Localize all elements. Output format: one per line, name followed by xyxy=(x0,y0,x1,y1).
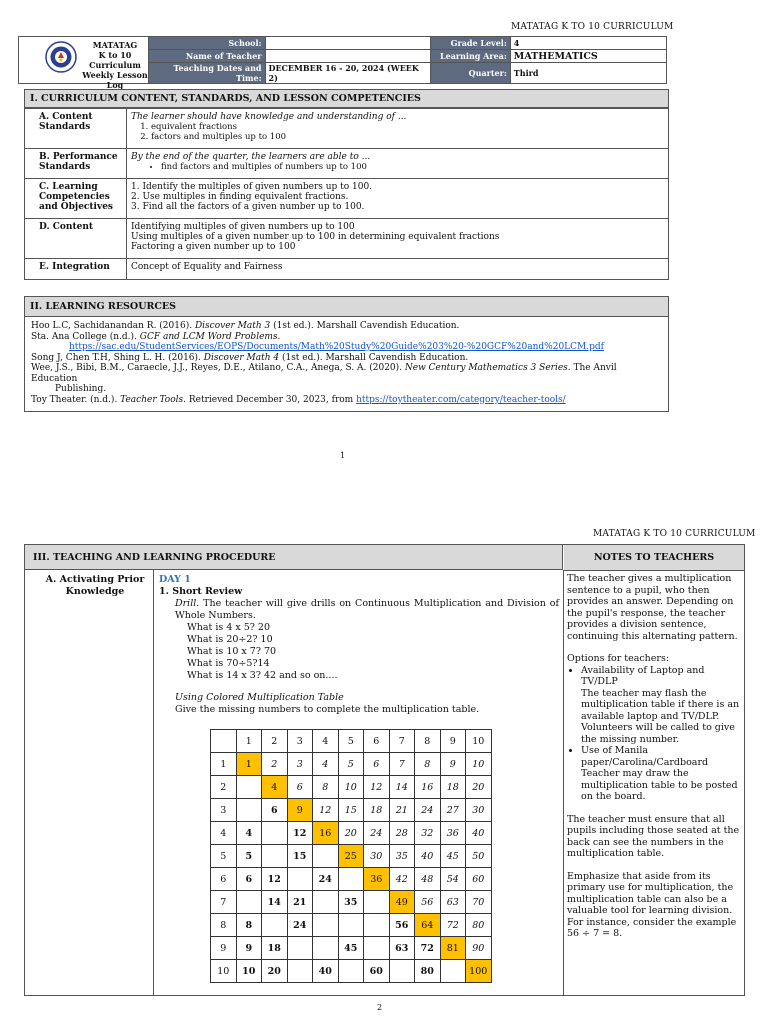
table-cell: 60 xyxy=(466,868,492,891)
resource-item: Hoo L.C, Sachidanandan R. (2016). Discover Math 3 (1st ed.). Marshall Cavendish Education. xyxy=(31,321,460,331)
content-standards-row xyxy=(25,108,668,148)
table-cell: 90 xyxy=(466,937,492,960)
content-label: D. Content xyxy=(25,219,127,258)
notes-paragraph: Emphasize that aside from its primary use for multiplication, the multiplication table can also be a valuable tool for learning division. For instance, consider the example 56 ÷ 7 = 8. xyxy=(567,870,737,939)
resource-item-cont: Publishing. xyxy=(55,384,107,394)
table-cell: 10 xyxy=(466,753,492,776)
table-cell: 1 xyxy=(236,753,262,776)
multiplication-table xyxy=(210,729,492,983)
table-row xyxy=(211,937,492,960)
content-item: Using multiples of a given number up to 100 in determining equivalent fractions xyxy=(131,232,500,242)
logo-line-2: K to 10 Curriculum xyxy=(89,50,141,70)
table-cell[interactable] xyxy=(313,937,339,960)
row-header-cell: 6 xyxy=(211,868,237,891)
notes-to-teachers xyxy=(567,573,743,951)
table-cell[interactable] xyxy=(287,937,313,960)
table-cell[interactable] xyxy=(364,891,390,914)
notes-paragraph: The teacher gives a multiplication sentence to a pupil, who then provides an answer. Depending on the pupil's response, the teacher provides a division sentence, continuing this alternating pattern. xyxy=(567,573,738,642)
table-cell: 48 xyxy=(415,868,441,891)
drill-item: What is 4 x 5? 20 xyxy=(187,622,271,633)
resource-item: Toy Theater. (n.d.). Teacher Tools. Retrieved December 30, 2023, from https://toytheater.com/category/teacher-tools/ xyxy=(31,394,566,405)
table-header-cell: 10 xyxy=(466,730,492,753)
page2-header: MATATAG K TO 10 CURRICULUM xyxy=(593,529,756,539)
table-row xyxy=(211,845,492,868)
content-standard-item: 2. factors and multiples up to 100 xyxy=(151,132,664,142)
deped-seal-icon xyxy=(45,41,77,73)
curriculum-section xyxy=(24,89,669,280)
table-cell: 24 xyxy=(287,914,313,937)
table-row xyxy=(211,960,492,983)
row-header-cell: 2 xyxy=(211,776,237,799)
table-cell: 72 xyxy=(440,914,466,937)
quarter-value: Third xyxy=(510,63,666,84)
table-header-cell: 8 xyxy=(415,730,441,753)
row-header-cell: 3 xyxy=(211,799,237,822)
notes-option-item: • Availability of Laptop and TV/DLP The teacher may flash the multiplication table if there is an available laptop and TV/DLP. Volunteers will be called to give the missing number. xyxy=(581,665,743,746)
table-cell: 32 xyxy=(415,822,441,845)
competencies-row xyxy=(25,178,668,218)
dates-value: DECEMBER 16 - 20, 2024 (WEEK 2) xyxy=(265,63,431,84)
resource-link[interactable]: https://toytheater.com/category/teacher-tools/ xyxy=(356,394,566,405)
row-header-cell: 1 xyxy=(211,753,237,776)
page-number-2: 2 xyxy=(377,1003,383,1012)
table-cell: 7 xyxy=(389,753,415,776)
notes-option-item: • Use of Manila paper/Carolina/Cardboard Teacher may draw the multiplication table to be posted on the board. xyxy=(581,745,743,803)
resource-item: Sta. Ana College (n.d.). GCF and LCM Word Problems. xyxy=(31,331,281,342)
area-value: MATHEMATICS xyxy=(510,50,666,63)
table-cell: 40 xyxy=(415,845,441,868)
table-cell: 49 xyxy=(389,891,415,914)
content-standards-intro: The learner should have knowledge and understanding of ... xyxy=(131,112,407,122)
table-cell: 64 xyxy=(415,914,441,937)
table-cell: 20 xyxy=(466,776,492,799)
integration-label: E. Integration xyxy=(25,259,127,279)
table-cell[interactable] xyxy=(313,891,339,914)
table-cell: 81 xyxy=(440,937,466,960)
row-header-cell: 8 xyxy=(211,914,237,937)
table-cell[interactable] xyxy=(338,914,364,937)
table-cell: 56 xyxy=(415,891,441,914)
table-cell: 16 xyxy=(415,776,441,799)
table-cell: 5 xyxy=(338,753,364,776)
learning-resources-title: II. LEARNING RESOURCES xyxy=(25,297,668,317)
resource-link[interactable]: https://sac.edu/StudentServices/EOPS/Documents/Math%20Study%20Guide%203%20-%20GCF%20and%20LCM.pdf xyxy=(69,342,604,352)
drill-item: What is 14 x 3? 42 and so on.... xyxy=(187,670,338,681)
table-cell: 80 xyxy=(466,914,492,937)
short-review-label: 1. Short Review xyxy=(159,586,243,597)
table-cell: 12 xyxy=(287,822,313,845)
table-cell: 50 xyxy=(466,845,492,868)
table-cell: 2 xyxy=(262,753,288,776)
table-cell: 10 xyxy=(338,776,364,799)
table-cell: 45 xyxy=(338,937,364,960)
table-cell: 6 xyxy=(287,776,313,799)
table-cell: 60 xyxy=(364,960,390,983)
table-cell: 35 xyxy=(338,891,364,914)
table-cell: 36 xyxy=(440,822,466,845)
table-cell: 6 xyxy=(262,799,288,822)
table-cell[interactable] xyxy=(236,799,262,822)
table-cell: 40 xyxy=(466,822,492,845)
table-cell[interactable] xyxy=(236,891,262,914)
table-cell: 10 xyxy=(236,960,262,983)
performance-item: • find factors and multiples of numbers up to 100 xyxy=(161,162,664,172)
table-cell[interactable] xyxy=(364,937,390,960)
table-cell[interactable] xyxy=(440,960,466,983)
integration-row xyxy=(25,258,668,279)
table-cell: 14 xyxy=(262,891,288,914)
performance-standards-row xyxy=(25,148,668,178)
table-cell: 14 xyxy=(389,776,415,799)
logo-line-1: MATATAG xyxy=(92,40,138,50)
table-cell[interactable] xyxy=(262,822,288,845)
learning-resources-section xyxy=(24,296,669,412)
table-cell: 15 xyxy=(287,845,313,868)
drill-item: What is 10 x 7? 70 xyxy=(187,646,277,657)
integration-value: Concept of Equality and Fairness xyxy=(131,262,283,272)
table-cell: 5 xyxy=(236,845,262,868)
table-header-cell: 5 xyxy=(338,730,364,753)
table-cell: 12 xyxy=(313,799,339,822)
table-cell: 100 xyxy=(466,960,492,983)
curriculum-section-title: I. CURRICULUM CONTENT, STANDARDS, AND LESSON COMPETENCIES xyxy=(25,90,668,108)
table-cell: 30 xyxy=(466,799,492,822)
row-header-cell: 7 xyxy=(211,891,237,914)
table-cell: 8 xyxy=(313,776,339,799)
table-cell[interactable] xyxy=(313,845,339,868)
table-cell: 4 xyxy=(313,753,339,776)
resource-item: Song J, Chen T.H, Shing L. H. (2016). Discover Math 4 (1st ed.). Marshall Cavendish Education. xyxy=(31,352,469,363)
table-cell: 16 xyxy=(313,822,339,845)
table-cell: 9 xyxy=(287,799,313,822)
content-standard-item: 1. equivalent fractions xyxy=(151,122,664,132)
table-row xyxy=(211,776,492,799)
table-cell[interactable] xyxy=(262,845,288,868)
drill-instruction: Drill. The teacher will give drills on Continuous Multiplication and Division of Whole Numbers. xyxy=(175,598,559,621)
row-header-cell: 4 xyxy=(211,822,237,845)
table-header-cell xyxy=(211,730,237,753)
table-cell: 63 xyxy=(440,891,466,914)
notes-options-label: Options for teachers: xyxy=(567,653,670,664)
table-cell: 40 xyxy=(313,960,339,983)
day-label: DAY 1 xyxy=(159,574,191,585)
table-cell: 42 xyxy=(389,868,415,891)
table-cell: 6 xyxy=(364,753,390,776)
table-cell: 18 xyxy=(440,776,466,799)
teacher-label: Name of Teacher xyxy=(149,50,265,63)
content-standards-label: A. Content Standards xyxy=(25,109,127,148)
notes-title: NOTES TO TEACHERS xyxy=(564,545,744,571)
table-cell: 56 xyxy=(389,914,415,937)
quarter-label: Quarter: xyxy=(431,63,511,84)
teacher-value xyxy=(265,50,431,63)
table-header-cell: 3 xyxy=(287,730,313,753)
table-row xyxy=(211,799,492,822)
table-cell[interactable] xyxy=(338,960,364,983)
table-header-cell: 1 xyxy=(236,730,262,753)
table-cell: 24 xyxy=(415,799,441,822)
area-label: Learning Area: xyxy=(431,50,511,63)
drill-item: What is 70÷5?14 xyxy=(187,658,270,669)
table-row xyxy=(211,868,492,891)
table-header-cell: 2 xyxy=(262,730,288,753)
competencies-label: C. Learning Competencies and Objectives xyxy=(25,179,127,218)
resource-item: Wee, J.S., Bibi, B.M., Caraecle, J.J., Reyes, D.E., Atilano, C.A., Anega, S. A. (2020). New Century Mathematics 3 Series. The Anvil Education xyxy=(31,363,617,384)
grade-label: Grade Level: xyxy=(431,37,511,50)
table-cell: 70 xyxy=(466,891,492,914)
colored-table-title: Using Colored Multiplication Table xyxy=(175,692,344,703)
content-item: Identifying multiples of given numbers up to 100 xyxy=(131,222,355,232)
table-header-cell: 4 xyxy=(313,730,339,753)
table-cell: 12 xyxy=(364,776,390,799)
row-header-cell: 5 xyxy=(211,845,237,868)
colored-table-instruction: Give the missing numbers to complete the multiplication table. xyxy=(175,704,480,715)
performance-standards-label: B. Performance Standards xyxy=(25,149,127,178)
table-cell: 12 xyxy=(262,868,288,891)
table-cell: 20 xyxy=(338,822,364,845)
table-header-cell: 7 xyxy=(389,730,415,753)
table-cell: 21 xyxy=(287,891,313,914)
table-cell: 80 xyxy=(415,960,441,983)
table-cell: 24 xyxy=(364,822,390,845)
logo-line-3: Weekly Lesson Log xyxy=(82,70,148,90)
page-number-1: 1 xyxy=(340,451,346,460)
table-row xyxy=(211,914,492,937)
table-cell[interactable] xyxy=(287,868,313,891)
table-header-cell: 6 xyxy=(364,730,390,753)
table-cell: 4 xyxy=(236,822,262,845)
table-cell: 18 xyxy=(262,937,288,960)
table-cell[interactable] xyxy=(313,914,339,937)
table-cell: 8 xyxy=(415,753,441,776)
table-cell: 18 xyxy=(364,799,390,822)
table-cell: 6 xyxy=(236,868,262,891)
table-cell[interactable] xyxy=(364,914,390,937)
table-cell: 9 xyxy=(236,937,262,960)
table-row xyxy=(211,891,492,914)
lesson-info-table xyxy=(18,36,667,90)
dates-label: Teaching Dates and Time: xyxy=(149,63,265,84)
school-value xyxy=(265,37,431,50)
table-cell[interactable] xyxy=(262,914,288,937)
table-cell: 8 xyxy=(236,914,262,937)
procedure-title: III. TEACHING AND LEARNING PROCEDURE xyxy=(25,545,563,570)
table-cell: 3 xyxy=(287,753,313,776)
drill-item: What is 20÷2? 10 xyxy=(187,634,273,645)
table-cell[interactable] xyxy=(236,776,262,799)
table-cell: 35 xyxy=(389,845,415,868)
table-cell: 54 xyxy=(440,868,466,891)
notes-paragraph: The teacher must ensure that all pupils including those seated at the back can see the numbers in the multiplication table. xyxy=(567,813,740,859)
content-row xyxy=(25,218,668,258)
table-cell: 15 xyxy=(338,799,364,822)
competency-item: 2. Use multiples in finding equivalent fractions. xyxy=(131,192,349,202)
competency-item: 1. Identify the multiples of given numbers up to 100. xyxy=(131,182,373,192)
table-cell[interactable] xyxy=(287,960,313,983)
content-item: Factoring a given number up to 100 xyxy=(131,242,296,252)
table-row xyxy=(211,822,492,845)
competency-item: 3. Find all the factors of a given number up to 100. xyxy=(131,202,365,212)
row-header-cell: 10 xyxy=(211,960,237,983)
table-row xyxy=(211,753,492,776)
logo-cell xyxy=(19,37,149,90)
school-label: School: xyxy=(149,37,265,50)
table-cell: 63 xyxy=(389,937,415,960)
table-cell: 72 xyxy=(415,937,441,960)
table-cell: 9 xyxy=(440,753,466,776)
table-cell[interactable] xyxy=(389,960,415,983)
grade-value: 4 xyxy=(510,37,666,50)
table-cell: 20 xyxy=(262,960,288,983)
page1-header: MATATAG K TO 10 CURRICULUM xyxy=(511,22,674,32)
table-header-cell: 9 xyxy=(440,730,466,753)
table-cell: 28 xyxy=(389,822,415,845)
table-cell: 45 xyxy=(440,845,466,868)
table-cell: 24 xyxy=(313,868,339,891)
table-cell: 25 xyxy=(338,845,364,868)
table-cell: 27 xyxy=(440,799,466,822)
table-cell: 30 xyxy=(364,845,390,868)
table-cell: 36 xyxy=(364,868,390,891)
performance-intro: By the end of the quarter, the learners are able to ... xyxy=(131,152,371,162)
table-cell[interactable] xyxy=(338,868,364,891)
resources-list xyxy=(25,317,668,411)
activating-label: A. Activating Prior Knowledge xyxy=(45,574,145,597)
row-header-cell: 9 xyxy=(211,937,237,960)
table-cell: 21 xyxy=(389,799,415,822)
table-cell: 4 xyxy=(262,776,288,799)
